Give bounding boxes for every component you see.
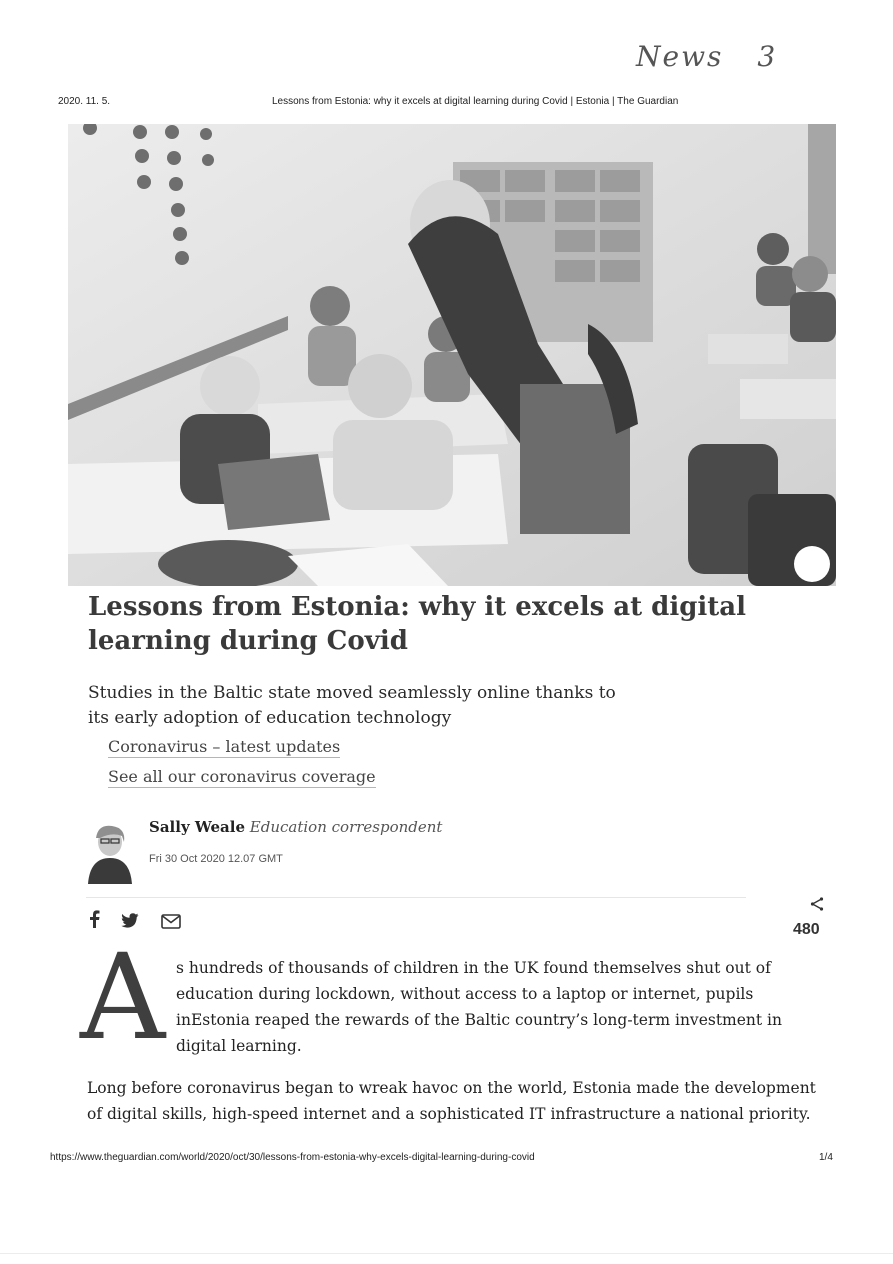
facebook-icon bbox=[88, 910, 100, 928]
paragraph-1-line-3: inEstonia reaped the rewards of the Baltic country’s long-term investment in bbox=[176, 1011, 782, 1029]
standfirst-line-2: its early adoption of education technology bbox=[88, 708, 452, 728]
classroom-photo-illustration bbox=[68, 124, 836, 586]
paragraph-1-line-1: s hundreds of thousands of children in the UK found themselves shut out of bbox=[176, 959, 771, 977]
paragraph-1-line-2: education during lockdown, without access to a laptop or internet, pupils bbox=[176, 985, 754, 1003]
drop-cap: A bbox=[80, 928, 166, 1066]
email-icon bbox=[161, 914, 181, 929]
byline-divider bbox=[86, 897, 746, 898]
related-link-label: See all our coronavirus coverage bbox=[108, 767, 376, 786]
paragraph-1-line-4: digital learning. bbox=[176, 1037, 302, 1055]
publish-date: Fri 30 Oct 2020 12.07 GMT bbox=[149, 853, 283, 865]
print-footer-url: https://www.theguardian.com/world/2020/oct/30/lessons-from-estonia-why-excels-digital-learning-during-covid bbox=[50, 1152, 535, 1163]
handwritten-annotation bbox=[636, 40, 777, 73]
paragraph-2-line-2: of digital skills, high-speed internet and a sophisticated IT infrastructure a national priority. bbox=[87, 1105, 811, 1123]
article-headline bbox=[88, 590, 808, 658]
related-link-coronavirus-updates[interactable] bbox=[108, 737, 340, 756]
article-standfirst bbox=[88, 681, 688, 731]
annotation-number: 3 bbox=[757, 40, 778, 73]
hero-photo bbox=[68, 124, 836, 586]
share-count-button[interactable] bbox=[809, 896, 825, 916]
print-page-title: Lessons from Estonia: why it excels at digital learning during Covid | Estonia | The Guardian bbox=[272, 96, 679, 107]
author-avatar-illustration bbox=[86, 822, 134, 884]
author-role: Education correspondent bbox=[249, 818, 443, 836]
author-name[interactable]: Sally Weale bbox=[149, 818, 246, 836]
annotation-word: News bbox=[636, 40, 724, 73]
scan-edge-line bbox=[0, 1253, 893, 1254]
twitter-icon bbox=[121, 913, 139, 928]
headline-line-2: learning during Covid bbox=[88, 626, 408, 656]
standfirst-line-1: Studies in the Baltic state moved seamlessly online thanks to bbox=[88, 683, 616, 703]
byline bbox=[149, 818, 442, 836]
author-avatar[interactable] bbox=[86, 822, 134, 884]
share-icon bbox=[809, 896, 825, 912]
paragraph-2-line-1: Long before coronavirus began to wreak havoc on the world, Estonia made the development bbox=[87, 1079, 816, 1097]
related-link-label: Coronavirus – latest updates bbox=[108, 737, 341, 756]
print-date: 2020. 11. 5. bbox=[58, 96, 111, 107]
share-count: 480 bbox=[793, 921, 820, 938]
headline-line-1: Lessons from Estonia: why it excels at digital bbox=[88, 592, 747, 622]
related-link-coronavirus-coverage[interactable] bbox=[108, 767, 376, 786]
print-page-number: 1/4 bbox=[819, 1152, 833, 1163]
